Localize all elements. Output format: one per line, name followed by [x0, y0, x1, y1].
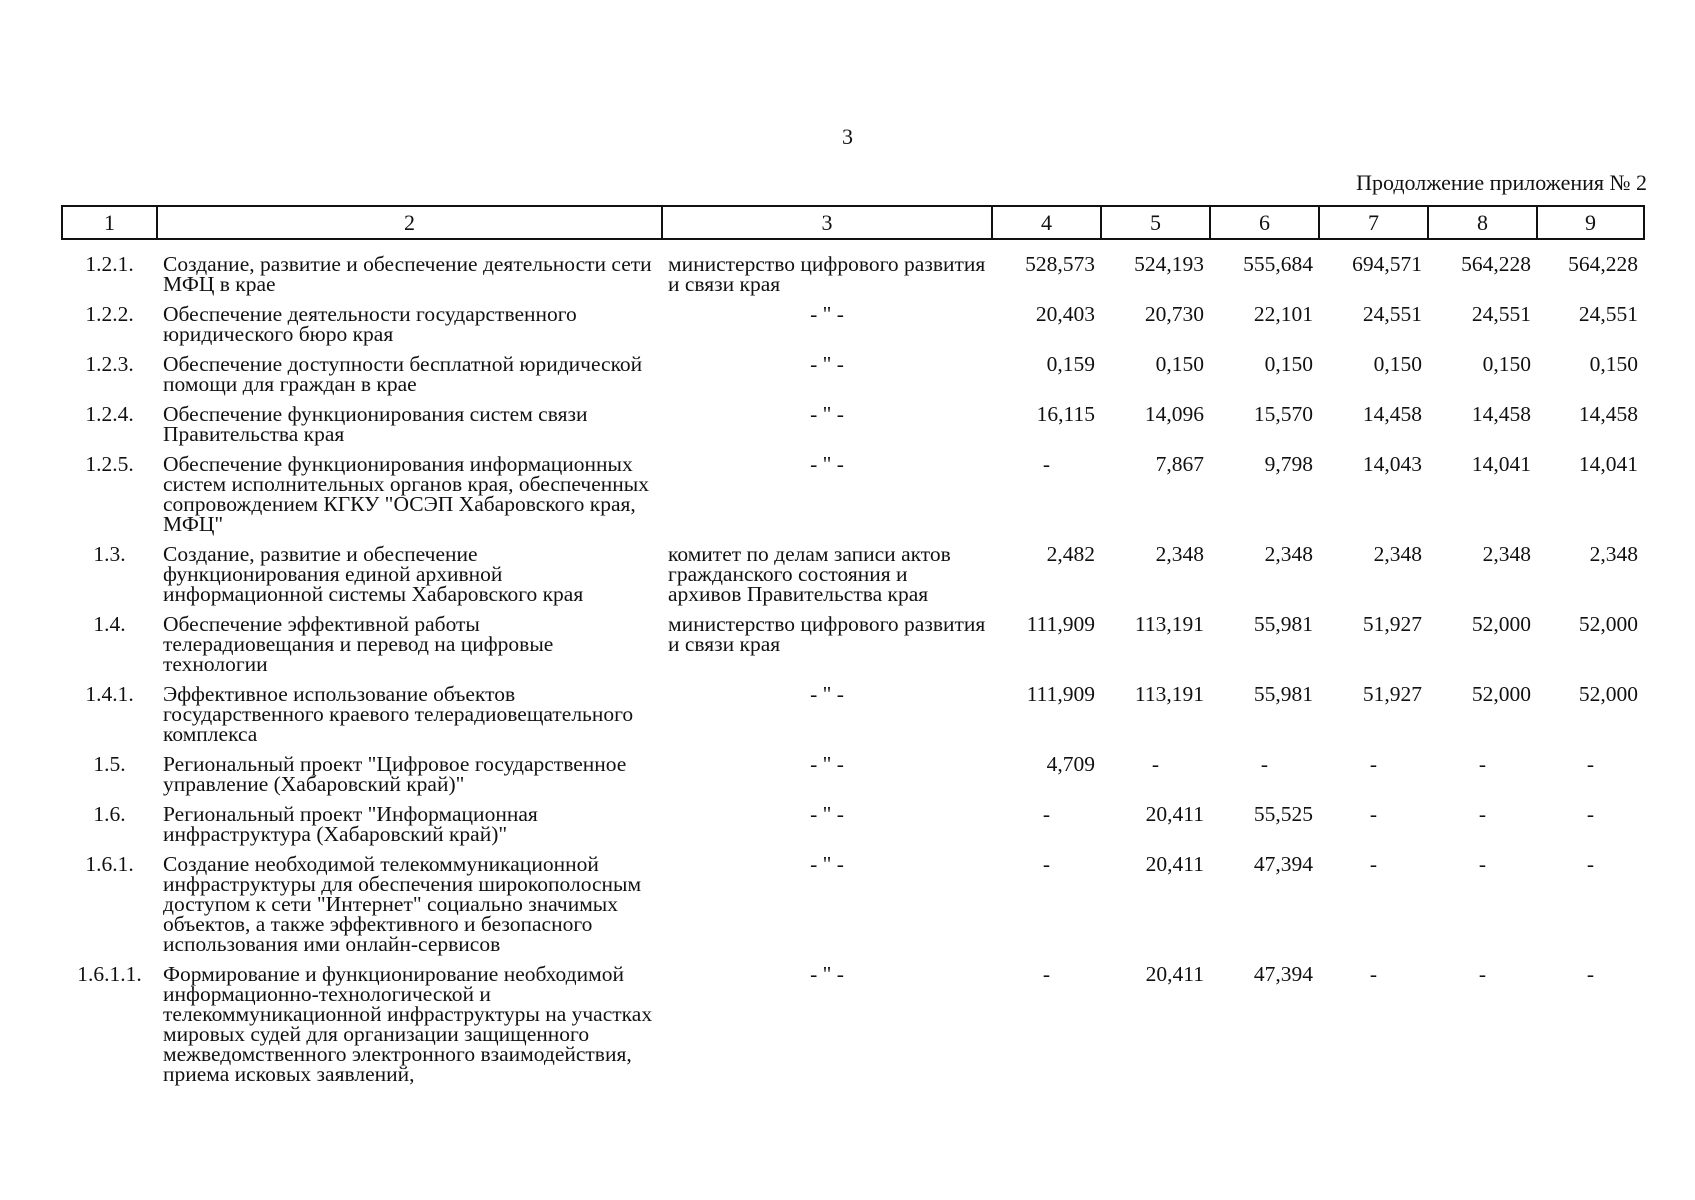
value-col-9: 14,041 — [1578, 452, 1638, 476]
value-col-4: 16,115 — [1036, 402, 1095, 426]
value-col-5: 14,096 — [1144, 402, 1204, 426]
value-col-5: 7,867 — [1155, 452, 1204, 476]
value-col-5: 20,411 — [1145, 802, 1204, 826]
value-col-7: - — [1369, 852, 1378, 876]
measure-name: Создание, развитие и обеспечение функционирования единой архивной информационной системы Хабаровского края — [163, 542, 584, 606]
header-col-6: 6 — [1210, 206, 1319, 239]
value-col-4: 20,403 — [1035, 302, 1095, 326]
table-row — [62, 538, 1644, 608]
value-col-6: 9,798 — [1264, 452, 1313, 476]
header-col-2: 2 — [157, 206, 662, 239]
responsible-executor: - " - — [810, 962, 844, 986]
row-number: 1.4.1. — [85, 682, 134, 706]
value-col-7: 51,927 — [1362, 682, 1422, 706]
value-col-5: 0,150 — [1155, 352, 1204, 376]
measure-name: Создание необходимой телекоммуникационной инфраструктуры для обеспечения широкополосным доступом к сети "Интернет" социально значимых объектов, а также эффективного и безопасного использования ими онлайн-сервисов — [163, 852, 642, 956]
page-number: 3 — [842, 124, 853, 149]
value-col-9: 0,150 — [1589, 352, 1638, 376]
table-row — [62, 958, 1644, 1088]
value-col-8: - — [1478, 802, 1487, 826]
measure-name: Формирование и функционирование необходимой информационно-технологической и телекоммуникационной инфраструктуры на участках мировых судей для организации защищенного межведомственного электронного взаимодействия, приема исковых заявлений, — [163, 962, 653, 1086]
value-col-8: 2,348 — [1482, 542, 1531, 566]
row-number: 1.2.1. — [85, 252, 134, 276]
appendix-continuation-label: Продолжение приложения № 2 — [1356, 170, 1647, 195]
header-col-8: 8 — [1428, 206, 1537, 239]
row-number: 1.2.3. — [85, 352, 134, 376]
value-col-5: 20,411 — [1145, 852, 1204, 876]
responsible-executor: - " - — [810, 682, 844, 706]
value-col-8: 52,000 — [1471, 682, 1531, 706]
value-col-7: 2,348 — [1373, 542, 1422, 566]
value-col-9: 14,458 — [1578, 402, 1638, 426]
responsible-executor: - " - — [810, 752, 844, 776]
value-col-9: 52,000 — [1578, 682, 1638, 706]
row-number: 1.2.5. — [85, 452, 134, 476]
measure-name: Эффективное использование объектов государственного краевого телерадиовещательного комплекса — [163, 682, 634, 746]
table-row — [62, 348, 1644, 398]
value-col-9: - — [1586, 852, 1595, 876]
responsible-executor: - " - — [810, 852, 844, 876]
row-number: 1.6.1.1. — [77, 962, 142, 986]
responsible-executor: - " - — [810, 402, 844, 426]
value-col-8: 14,458 — [1471, 402, 1531, 426]
row-number: 1.6. — [93, 802, 126, 826]
value-col-4: 4,709 — [1046, 752, 1095, 776]
header-col-5: 5 — [1101, 206, 1210, 239]
value-col-4: - — [1042, 962, 1051, 986]
row-number: 1.6.1. — [85, 852, 134, 876]
value-col-4: 111,909 — [1026, 612, 1095, 636]
measure-name: Обеспечение функционирования систем связи Правительства края — [163, 402, 588, 446]
value-col-8: - — [1478, 852, 1487, 876]
value-col-6: 555,684 — [1243, 252, 1313, 276]
value-col-6: 0,150 — [1264, 352, 1313, 376]
table-row — [62, 798, 1644, 848]
responsible-executor: - " - — [810, 452, 844, 476]
responsible-executor: министерство цифрового развития и связи края — [668, 252, 986, 296]
value-col-7: 14,043 — [1362, 452, 1422, 476]
table-row — [62, 298, 1644, 348]
column-number-header — [62, 206, 1644, 239]
value-col-4: - — [1042, 852, 1051, 876]
value-col-6: 15,570 — [1253, 402, 1313, 426]
row-number: 1.4. — [93, 612, 126, 636]
table-row — [62, 608, 1644, 678]
value-col-9: 24,551 — [1578, 302, 1638, 326]
value-col-7: - — [1369, 962, 1378, 986]
responsible-executor: комитет по делам записи актов гражданского состояния и архивов Правительства края — [668, 542, 951, 606]
value-col-7: 24,551 — [1362, 302, 1422, 326]
value-col-6: 47,394 — [1253, 962, 1313, 986]
value-col-8: 52,000 — [1471, 612, 1531, 636]
value-col-8: 564,228 — [1461, 252, 1531, 276]
value-col-4: - — [1042, 802, 1051, 826]
measure-name: Создание, развитие и обеспечение деятельности сети МФЦ в крае — [163, 252, 652, 296]
value-col-5: - — [1151, 752, 1160, 776]
measure-name: Обеспечение эффективной работы телерадиовещания и перевод на цифровые технологии — [163, 612, 554, 676]
value-col-4: 111,909 — [1026, 682, 1095, 706]
value-col-7: 0,150 — [1373, 352, 1422, 376]
table-row — [62, 448, 1644, 538]
measure-name: Обеспечение доступности бесплатной юридической помощи для граждан в крае — [163, 352, 643, 396]
value-col-5: 113,191 — [1134, 612, 1204, 636]
value-col-7: - — [1369, 752, 1378, 776]
measure-name: Региональный проект "Цифровое государственное управление (Хабаровский край)" — [163, 752, 627, 796]
table-row — [62, 398, 1644, 448]
table-row — [62, 748, 1644, 798]
header-col-7: 7 — [1319, 206, 1428, 239]
table-row — [62, 239, 1644, 298]
value-col-4: 0,159 — [1046, 352, 1095, 376]
measure-name: Обеспечение функционирования информационных систем исполнительных органов края, обеспеченных сопровождением КГКУ "ОСЭП Хабаровского края, МФЦ" — [163, 452, 649, 536]
row-number: 1.2.2. — [85, 302, 134, 326]
value-col-9: - — [1586, 752, 1595, 776]
value-col-8: 14,041 — [1471, 452, 1531, 476]
value-col-9: - — [1586, 962, 1595, 986]
measure-name: Обеспечение деятельности государственного юридического бюро края — [163, 302, 577, 346]
value-col-7: 14,458 — [1362, 402, 1422, 426]
value-col-8: - — [1478, 752, 1487, 776]
header-col-3: 3 — [662, 206, 992, 239]
appendix-table — [61, 205, 1645, 1088]
value-col-9: 2,348 — [1589, 542, 1638, 566]
header-col-4: 4 — [992, 206, 1101, 239]
value-col-9: 52,000 — [1578, 612, 1638, 636]
value-col-9: - — [1586, 802, 1595, 826]
table-row — [62, 848, 1644, 958]
row-number: 1.5. — [93, 752, 126, 776]
measure-name: Региональный проект "Информационная инфраструктура (Хабаровский край)" — [163, 802, 538, 846]
value-col-4: - — [1042, 452, 1051, 476]
value-col-8: 24,551 — [1471, 302, 1531, 326]
value-col-7: 51,927 — [1362, 612, 1422, 636]
value-col-6: - — [1260, 752, 1269, 776]
value-col-8: - — [1478, 962, 1487, 986]
value-col-9: 564,228 — [1568, 252, 1638, 276]
value-col-6: 55,981 — [1253, 612, 1313, 636]
value-col-5: 113,191 — [1134, 682, 1204, 706]
value-col-5: 2,348 — [1155, 542, 1204, 566]
value-col-7: 694,571 — [1352, 252, 1422, 276]
value-col-6: 47,394 — [1253, 852, 1313, 876]
responsible-executor: - " - — [810, 302, 844, 326]
row-number: 1.2.4. — [85, 402, 134, 426]
header-col-9: 9 — [1537, 206, 1644, 239]
value-col-4: 528,573 — [1025, 252, 1095, 276]
value-col-8: 0,150 — [1482, 352, 1531, 376]
value-col-5: 20,730 — [1144, 302, 1204, 326]
value-col-6: 2,348 — [1264, 542, 1313, 566]
value-col-5: 524,193 — [1134, 252, 1204, 276]
value-col-6: 22,101 — [1253, 302, 1313, 326]
value-col-5: 20,411 — [1145, 962, 1204, 986]
responsible-executor: - " - — [810, 802, 844, 826]
responsible-executor: министерство цифрового развития и связи края — [668, 612, 986, 656]
responsible-executor: - " - — [810, 352, 844, 376]
value-col-6: 55,981 — [1253, 682, 1313, 706]
row-number: 1.3. — [93, 542, 126, 566]
header-col-1: 1 — [62, 206, 157, 239]
table-row — [62, 678, 1644, 748]
value-col-7: - — [1369, 802, 1378, 826]
value-col-4: 2,482 — [1046, 542, 1095, 566]
value-col-6: 55,525 — [1253, 802, 1313, 826]
